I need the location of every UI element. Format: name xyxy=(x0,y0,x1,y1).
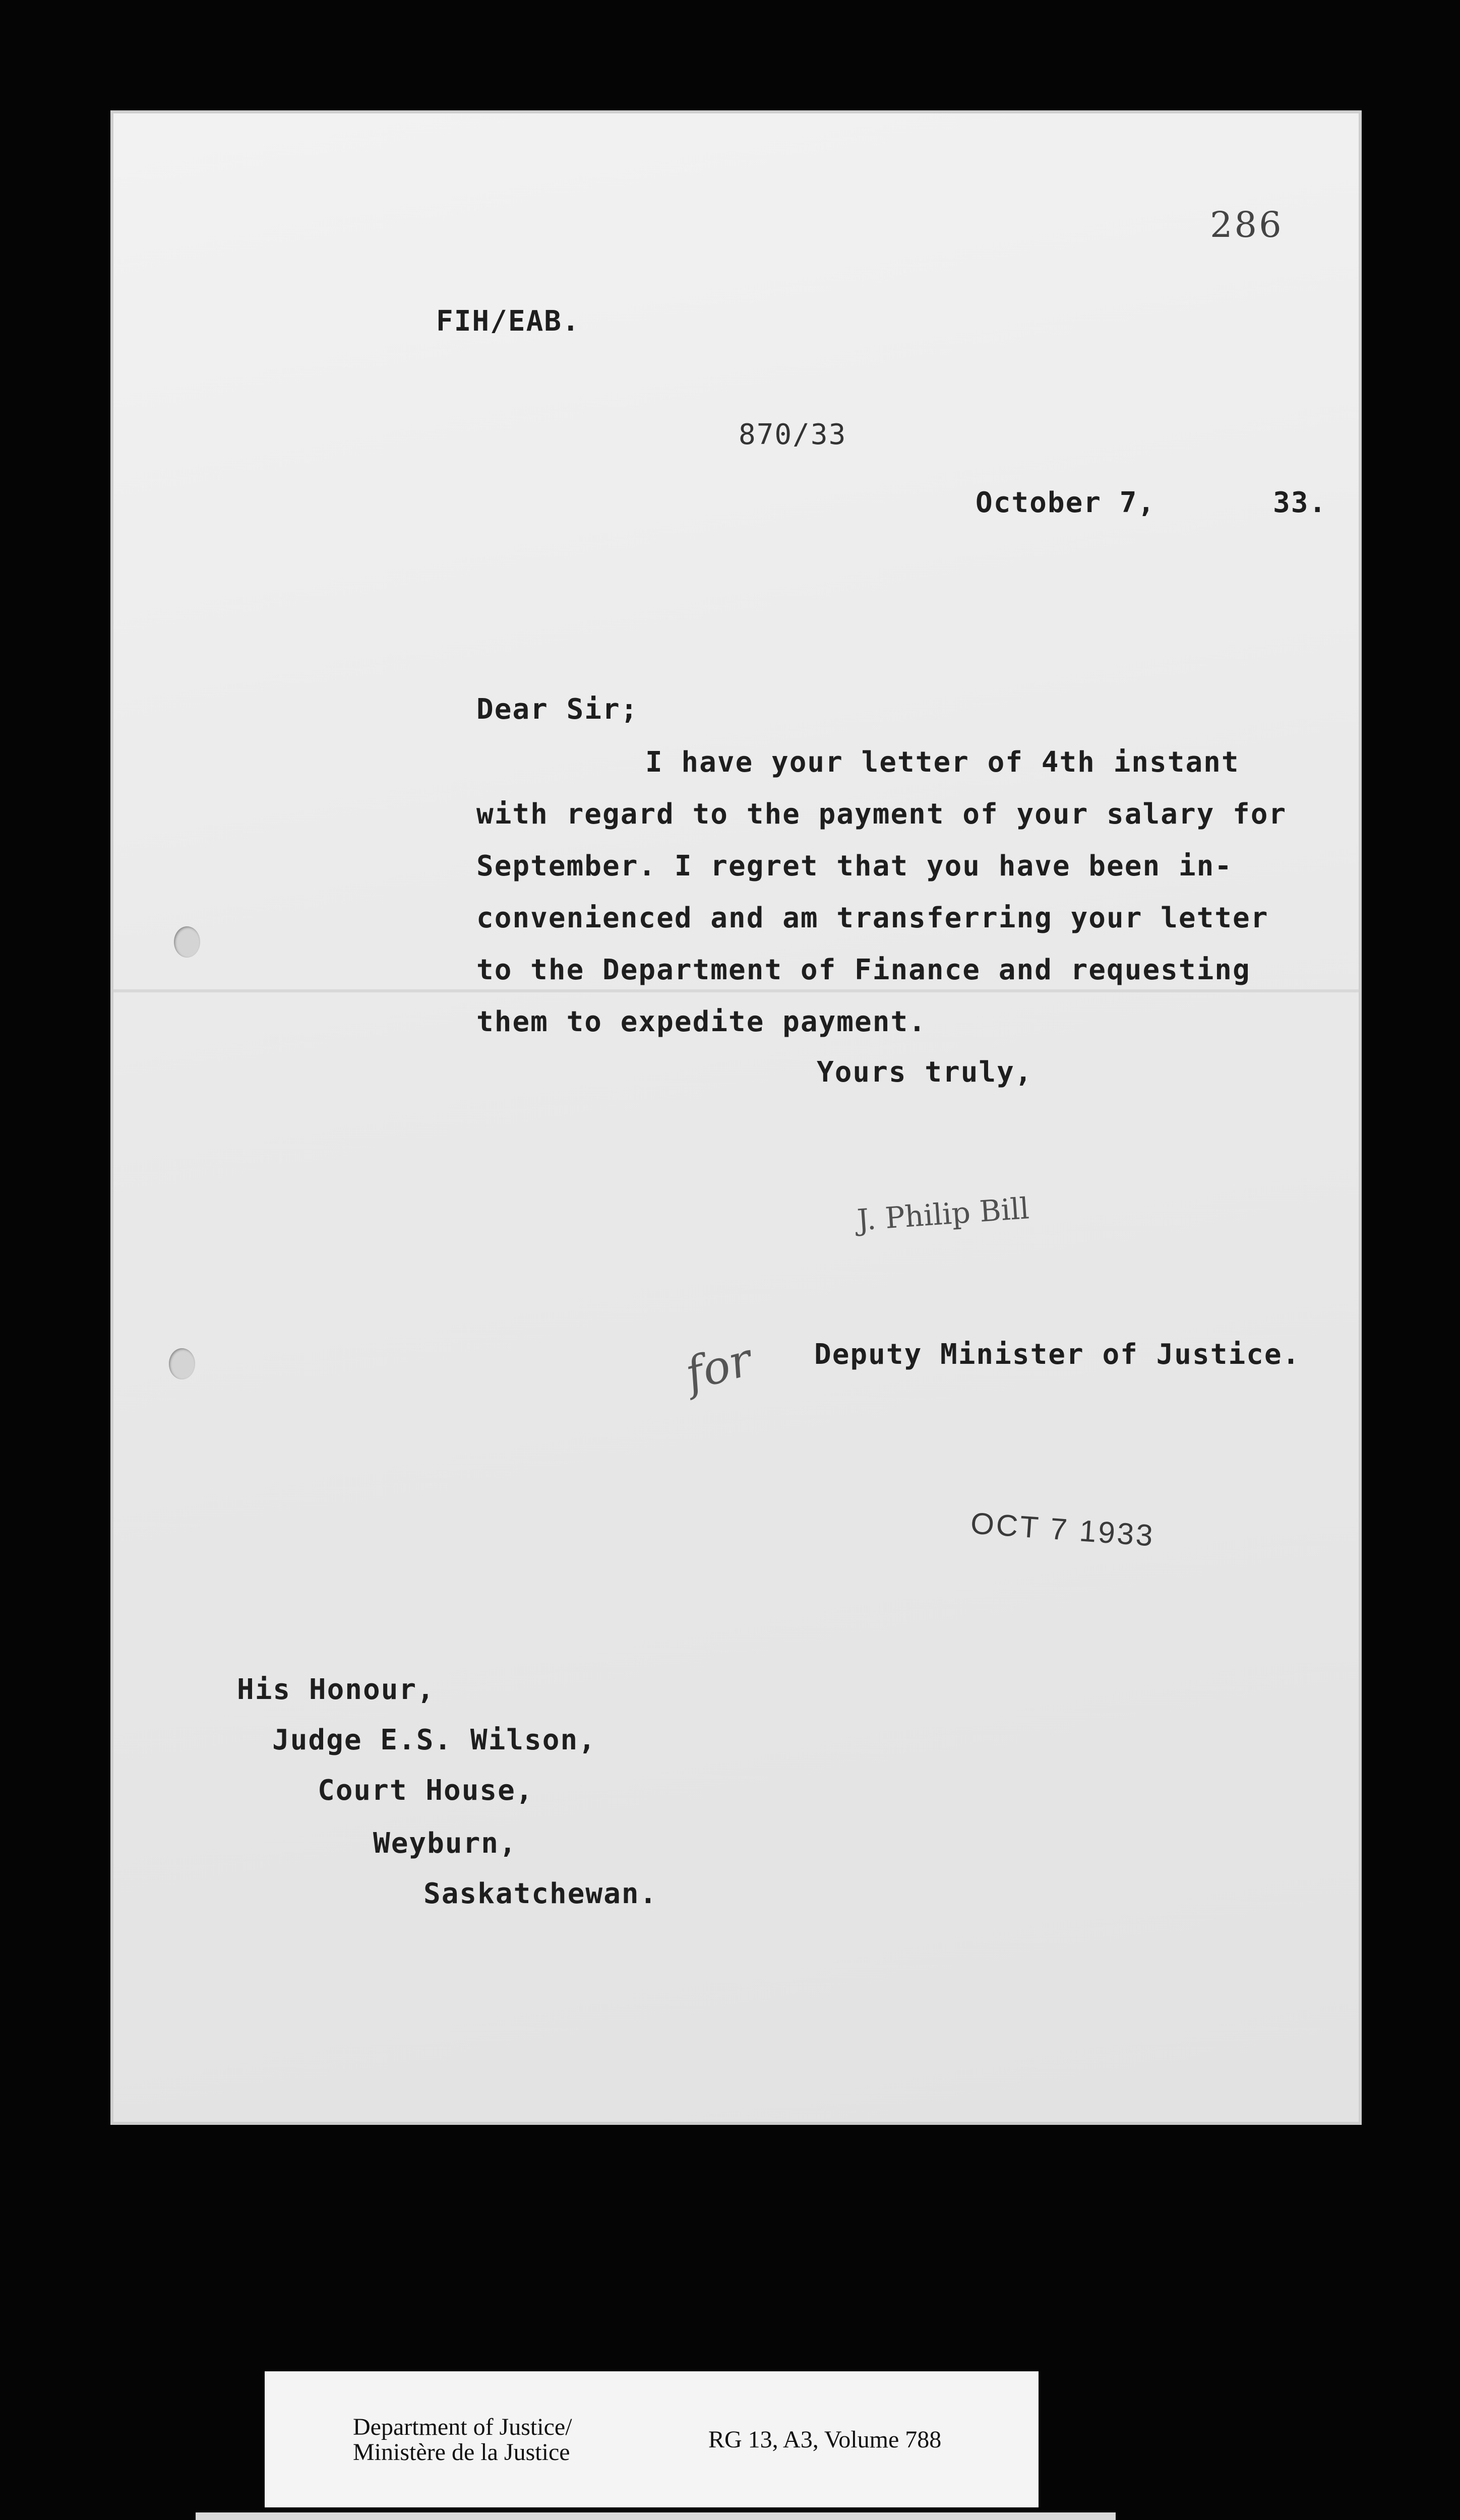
date-year: 33. xyxy=(1273,486,1327,519)
reference-initials: FIH/EAB. xyxy=(436,305,580,338)
punch-hole xyxy=(174,926,200,958)
address-line: His Honour, xyxy=(237,1673,435,1706)
page-fold-line xyxy=(113,989,1359,992)
file-number: 870/33 xyxy=(739,418,847,451)
address-line: Judge E.S. Wilson, xyxy=(272,1724,596,1756)
body-line: September. I regret that you have been in- xyxy=(476,850,1233,883)
body-line: them to expedite payment. xyxy=(476,1005,927,1038)
archive-reference-label xyxy=(265,2371,1039,2507)
closing: Yours truly, xyxy=(817,1056,1033,1089)
punch-hole xyxy=(169,1348,195,1379)
signatory-title: Deputy Minister of Justice. xyxy=(814,1338,1301,1371)
department-fr: Ministère de la Justice xyxy=(353,2439,570,2466)
address-line: Weyburn, xyxy=(373,1827,517,1860)
signature-stamp: J. Philip Bill xyxy=(856,1191,1030,1237)
salutation: Dear Sir; xyxy=(476,693,639,726)
public-archives-stamp xyxy=(196,2512,1116,2520)
address-line: Court House, xyxy=(318,1774,534,1807)
body-line: with regard to the payment of your salary for xyxy=(476,798,1287,831)
body-line: to the Department of Finance and requesting xyxy=(476,954,1251,986)
body-line: convenienced and am transferring your letter xyxy=(476,902,1269,934)
archive-reference: RG 13, A3, Volume 788 xyxy=(708,2426,942,2453)
page-number: 286 xyxy=(1210,204,1284,245)
address-line: Saskatchewan. xyxy=(423,1877,658,1910)
for-annotation: for xyxy=(680,1333,757,1402)
department-en: Department of Justice/ xyxy=(353,2414,572,2440)
date-month-day: October 7, xyxy=(976,486,1156,519)
received-date-stamp: OCT 7 1933 xyxy=(969,1506,1156,1553)
letter-page xyxy=(113,113,1359,2122)
body-line: I have your letter of 4th instant xyxy=(645,746,1240,779)
